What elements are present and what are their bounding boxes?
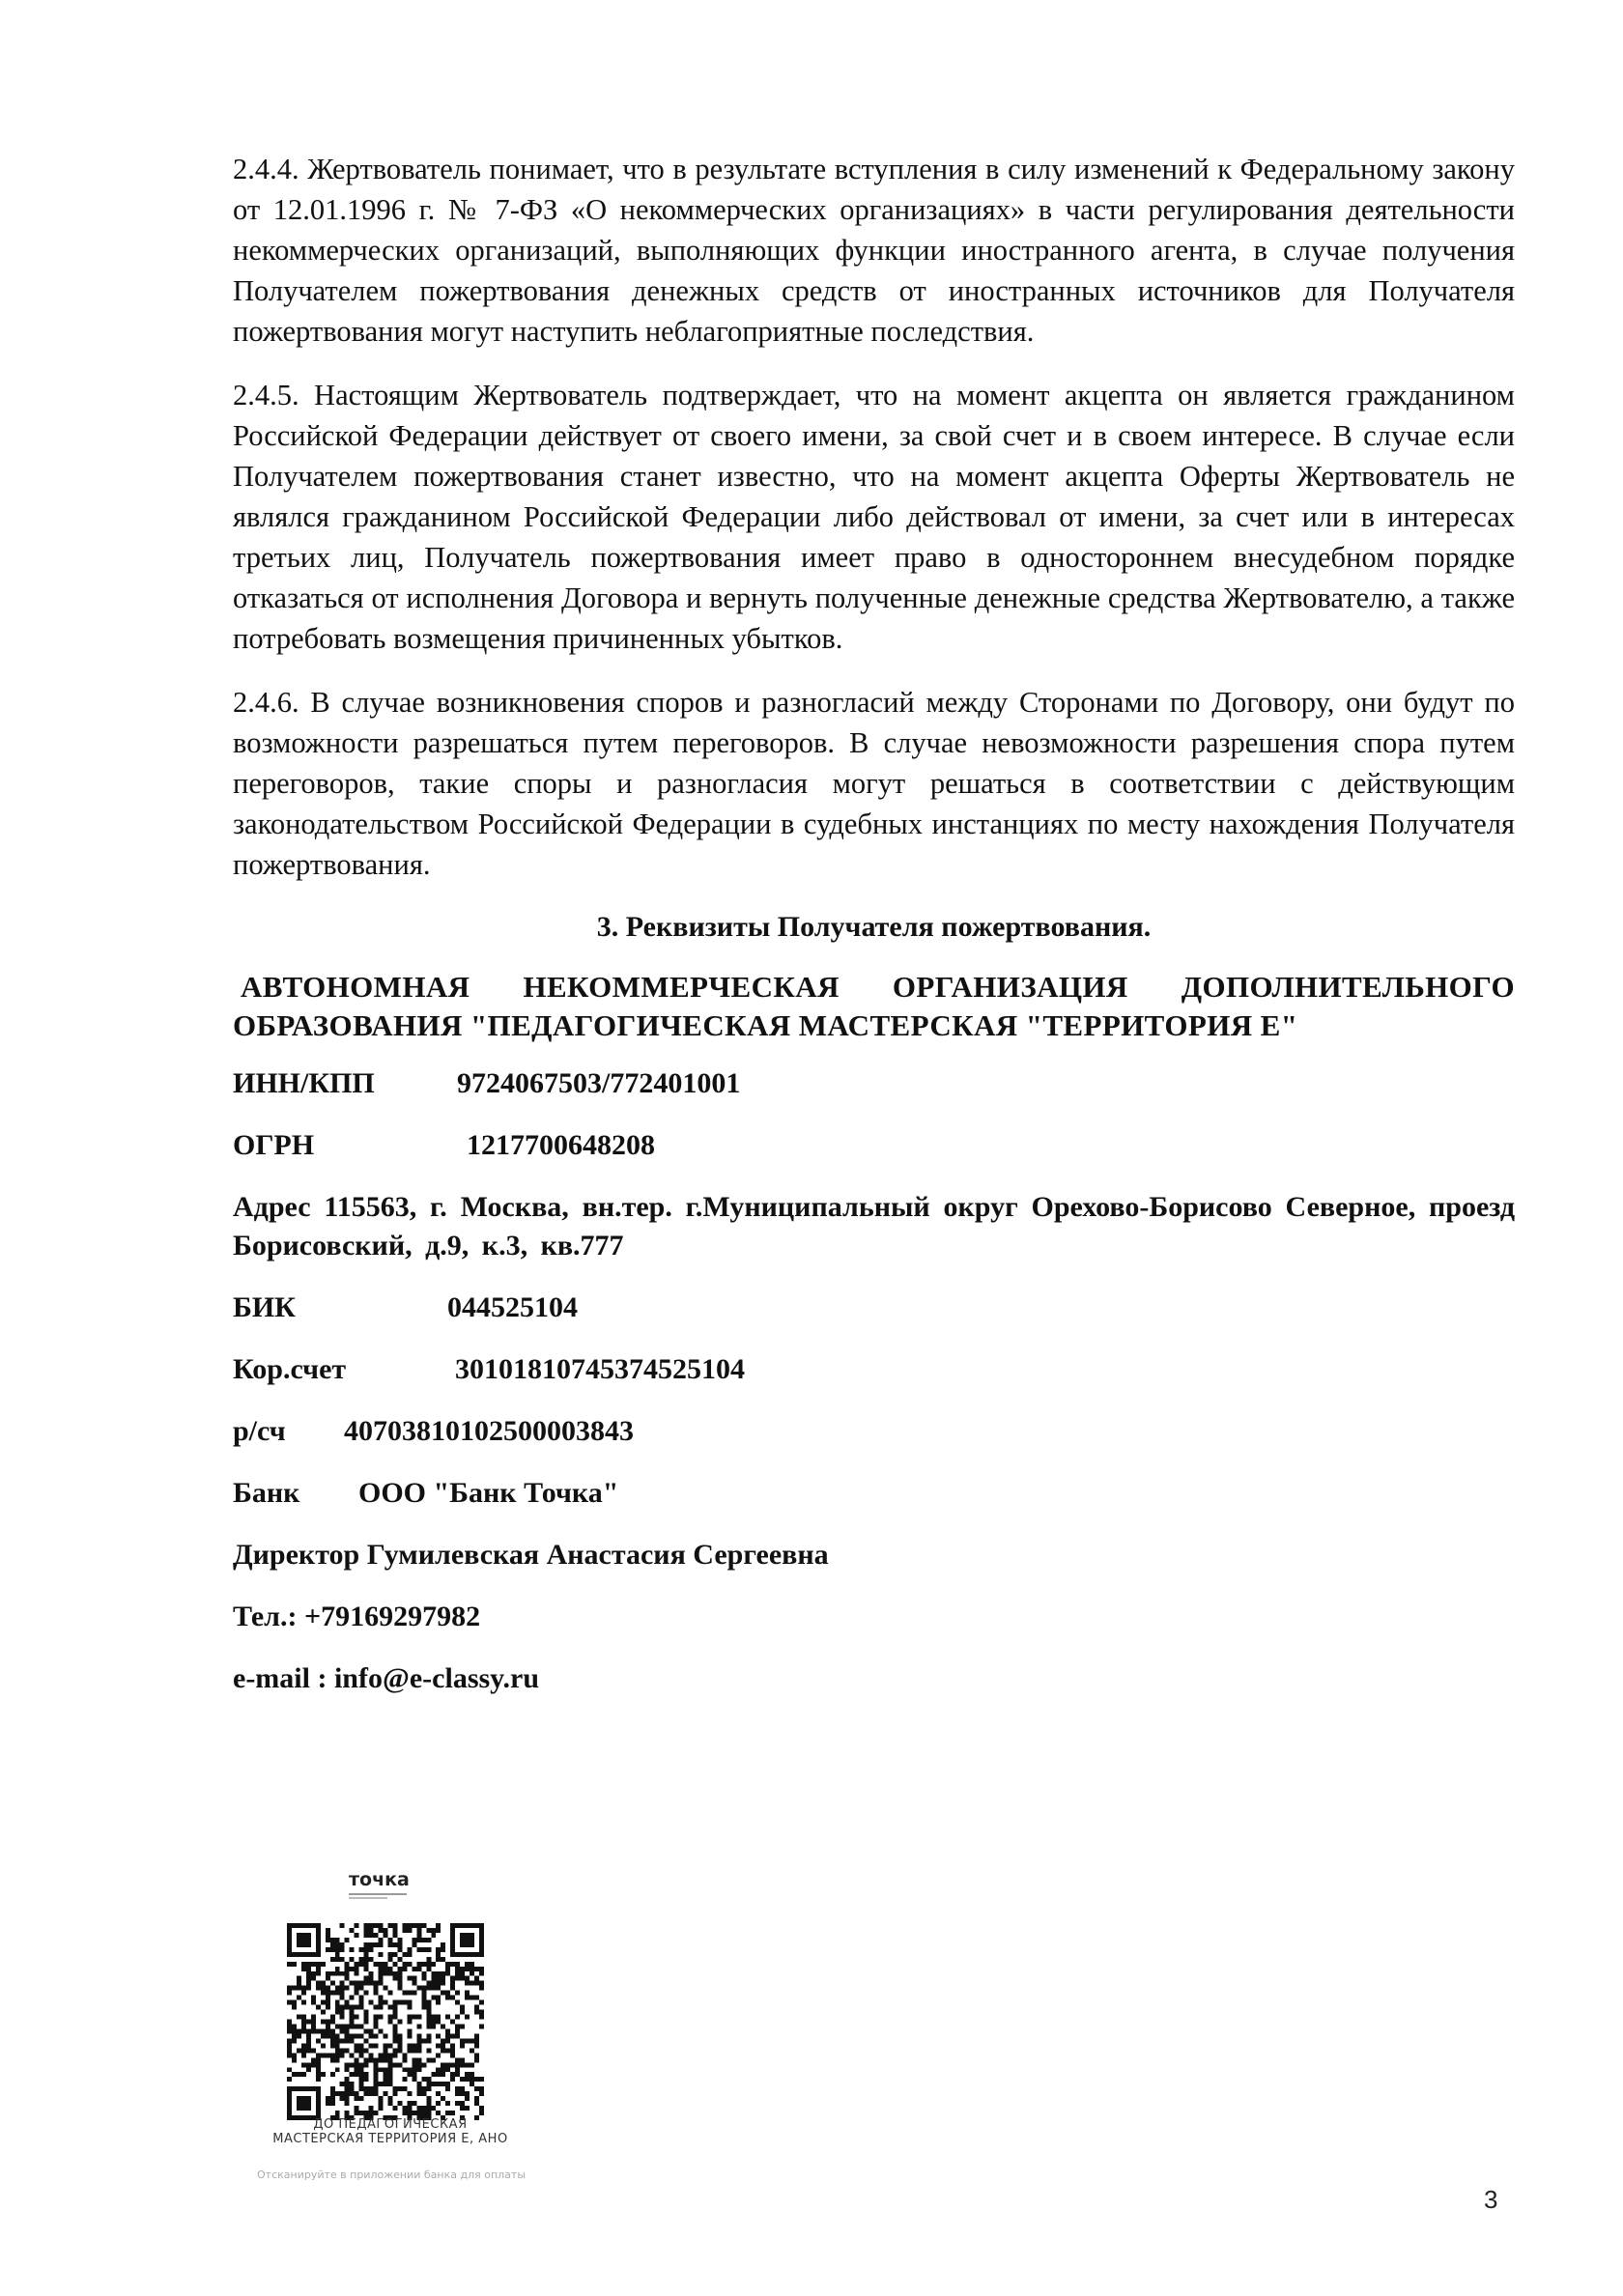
correspondent-account-row <box>233 1350 1515 1389</box>
bank-logo-tagline <box>349 1892 416 1900</box>
qr-code[interactable] <box>287 1923 484 2120</box>
bank-row <box>233 1474 1515 1513</box>
payment-qr-block <box>233 1859 581 2181</box>
page-content <box>233 149 1515 1721</box>
correspondent-account-label: Кор.счет <box>233 1353 347 1385</box>
bank-logo: точка <box>349 1869 410 1890</box>
email-row: e-mail : info@e-classy.ru <box>233 1662 540 1694</box>
settlement-account-row <box>233 1412 1515 1451</box>
organization-name: АВТОНОМНАЯ НЕКОММЕРЧЕСКАЯ ОРГАНИЗАЦИЯ ДОПОЛНИТЕЛЬНОГО ОБРАЗОВАНИЯ "ПЕДАГОГИЧЕСКАЯ МАСТЕРСКАЯ "ТЕРРИТОРИЯ Е" <box>233 970 1515 1042</box>
bik-label: БИК <box>233 1291 296 1323</box>
bank-label: Банк <box>233 1477 300 1509</box>
paragraph-2-4-5: 2.4.5. Настоящим Жертвователь подтверждает, что на момент акцепта он является гражданином Российской Федерации действует от своего имени, за свой счет и в своем интересе. В случае если Получателем пожертвования станет известно, что на момент акцепта Оферты Жертвователь не являлся гражданином Российской Федерации либо действовал от имени, за счет или в интересах третьих лиц, Получатель пожертвования имеет право в одностороннем внесудебном порядке отказаться от исполнения Договора и вернуть полученные денежные средства Жертвователю, а также потребовать возмещения причиненных убытков. <box>233 379 1515 655</box>
qr-caption <box>233 2117 548 2146</box>
qr-caption-line-1: ДО ПЕДАГОГИЧЕСКАЯ <box>313 2117 468 2132</box>
page-number: 3 <box>1484 2185 1498 2214</box>
ogrn-label: ОГРН <box>233 1129 315 1161</box>
paragraph-2-4-4: 2.4.4. Жертвователь понимает, что в результате вступления в силу изменений к Федеральному закону от 12.01.1996 г. № 7-ФЗ «О некоммерческих организациях» в части регулирования деятельности некоммерческих организаций, выполняющих функции иностранного агента, в случае получения Получателем пожертвования денежных средств от иностранных источников для Получателя пожертвования могут наступить неблагоприятные последствия. <box>233 153 1515 348</box>
inn-kpp-label: ИНН/КПП <box>233 1067 375 1099</box>
bank-value: ООО "Банк Точка" <box>358 1477 619 1509</box>
settlement-account-value: 40703810102500003843 <box>344 1415 634 1447</box>
ogrn-value: 1217700648208 <box>467 1129 655 1161</box>
address-row: Адрес 115563, г. Москва, вн.тер. г.Муниципальный округ Орехово-Борисово Северное, проезд Борисовский, д.9, к.3, кв.777 <box>233 1191 1515 1261</box>
qr-caption-line-2: МАСТЕРСКАЯ ТЕРРИТОРИЯ Е, АНО <box>272 2132 508 2146</box>
qr-scan-hint: Отсканируйте в приложении банка для оплаты <box>257 2168 527 2181</box>
correspondent-account-value: 30101810745374525104 <box>455 1353 745 1385</box>
ogrn-row <box>233 1126 1515 1165</box>
inn-kpp-row <box>233 1064 1515 1103</box>
bik-value: 044525104 <box>447 1291 578 1323</box>
bik-row <box>233 1289 1515 1327</box>
phone-row: Тел.: +79169297982 <box>233 1601 481 1632</box>
paragraph-2-4-6: 2.4.6. В случае возникновения споров и разногласий между Сторонами по Договору, они будут по возможности разрешаться путем переговоров. В случае невозможности разрешения спора путем переговоров, такие споры и разногласия могут решаться в соответствии с действующим законодательством Российской Федерации в судебных инстанциях по месту нахождения Получателя пожертвования. <box>233 686 1515 881</box>
section-title: 3. Реквизиты Получателя пожертвования. <box>596 911 1152 943</box>
settlement-account-label: р/сч <box>233 1415 286 1447</box>
director-row: Директор Гумилевская Анастасия Сергеевна <box>233 1539 829 1571</box>
inn-kpp-value: 9724067503/772401001 <box>457 1067 741 1099</box>
